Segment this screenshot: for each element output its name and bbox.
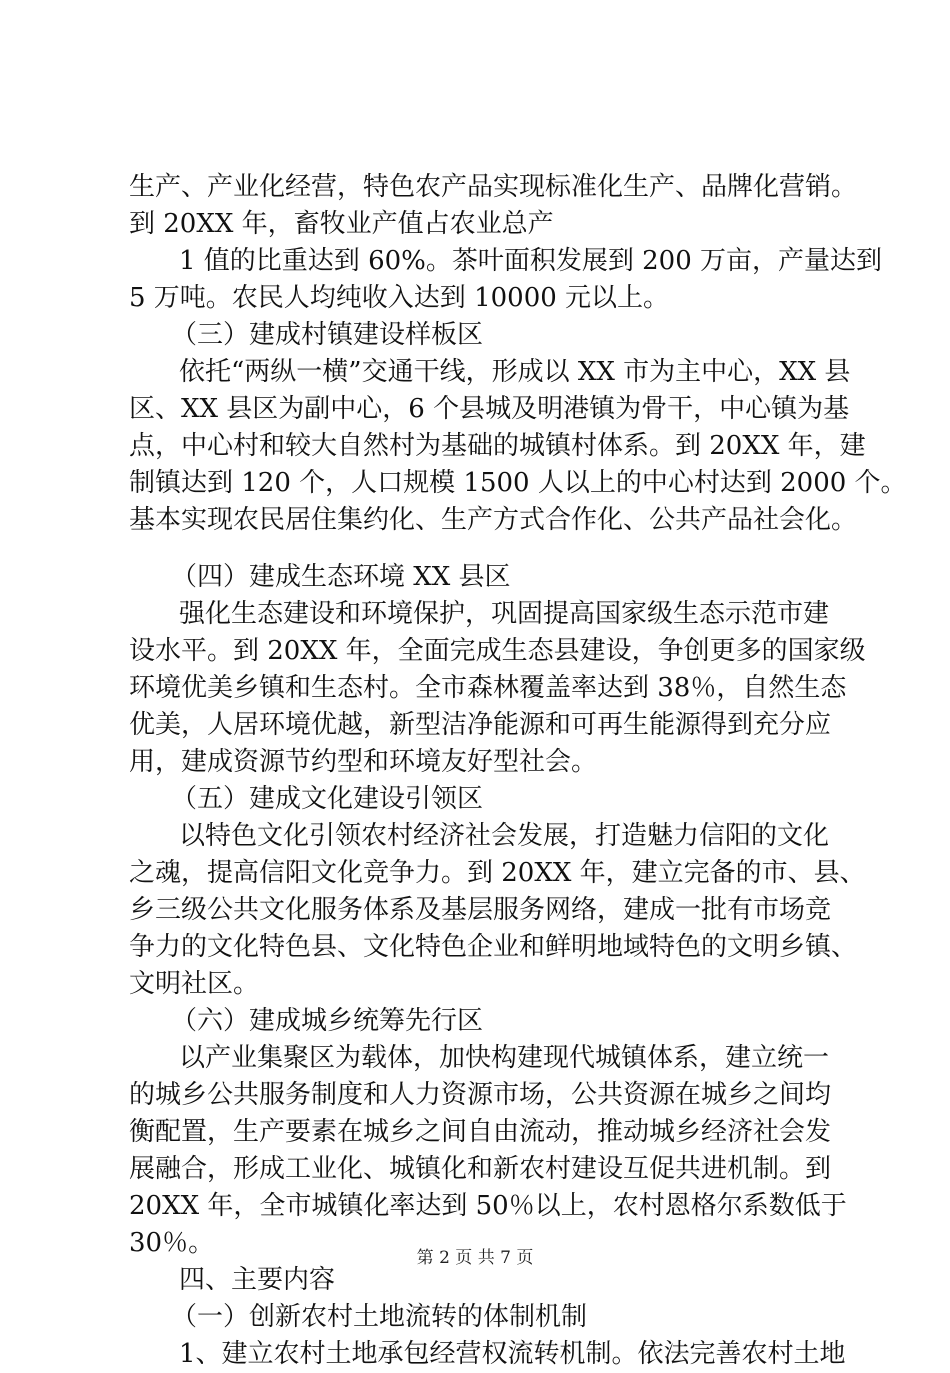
text-line: 基本实现农民居住集约化、生产方式合作化、公共产品社会化。 [129,505,858,535]
text-line: 到 20XX 年，畜牧业产值占农业总产 [129,209,554,239]
text-line: 以特色文化引领农村经济社会发展，打造魅力信阳的文化 [179,821,830,851]
text-line: 的城乡公共服务制度和人力资源市场，公共资源在城乡之间均 [129,1080,832,1110]
text-line: 20XX 年，全市城镇化率达到 50％以上，农村恩格尔系数低于 [129,1191,847,1221]
text-line: 点，中心村和较大自然村为基础的城镇村体系。到 20XX 年，建 [129,431,866,461]
text-line: 用，建成资源节约型和环境友好型社会。 [129,747,598,777]
section-heading: （四）建成生态环境 XX 县区 [171,562,511,592]
section-heading: （五）建成文化建设引领区 [171,784,484,814]
text-line: 强化生态建设和环境保护，巩固提高国家级生态示范市建 [179,599,830,629]
section-heading: （一）创新农村土地流转的体制机制 [171,1302,588,1332]
text-line: 5 万吨。农民人均纯收入达到 10000 元以上。 [129,283,670,313]
text-line: 衡配置，生产要素在城乡之间自由流动，推动城乡经济社会发 [129,1117,832,1147]
text-line: 区、XX 县区为副中心，6 个县城及明港镇为骨干，中心镇为基 [129,394,850,424]
text-line: 生产、产业化经营，特色农产品实现标准化生产、品牌化营销。 [129,172,858,202]
text-line: 依托“两纵一横”交通干线，形成以 XX 市为主中心，XX 县 [179,357,851,387]
document-body [129,169,907,1373]
page-footer [0,1243,950,1268]
text-line: 30％。 [129,1228,215,1258]
section-heading: 四、主要内容 [179,1265,336,1295]
text-line: 制镇达到 120 个，人口规模 1500 人以上的中心村达到 2000 个。 [129,468,907,498]
text-line: 之魂，提高信阳文化竞争力。到 20XX 年，建立完备的市、县、 [129,858,866,888]
text-line: 1、建立农村土地承包经营权流转机制。依法完善农村土地 [179,1339,846,1369]
text-line: 优美，人居环境优越，新型洁净能源和可再生能源得到充分应 [129,710,832,740]
text-line: 以产业集聚区为载体，加快构建现代城镇体系，建立统一 [179,1043,830,1073]
section-heading: （三）建成村镇建设样板区 [171,320,484,350]
text-line: 环境优美乡镇和生态村。全市森林覆盖率达到 38％，自然生态 [129,673,847,703]
text-line: 展融合，形成工业化、城镇化和新农村建设互促共进机制。到 [129,1154,832,1184]
page-number: 第 2 页 共 7 页 [416,1248,534,1268]
text-line: 文明社区。 [129,969,260,999]
text-line: 1 值的比重达到 60%。茶叶面积发展到 200 万亩，产量达到 [179,246,883,276]
text-line: 设水平。到 20XX 年，全面完成生态县建设，争创更多的国家级 [129,636,866,666]
section-heading: （六）建成城乡统筹先行区 [171,1006,484,1036]
text-line: 乡三级公共文化服务体系及基层服务网络，建成一批有市场竞 [129,895,832,925]
text-line: 争力的文化特色县、文化特色企业和鲜明地域特色的文明乡镇、 [129,932,858,962]
